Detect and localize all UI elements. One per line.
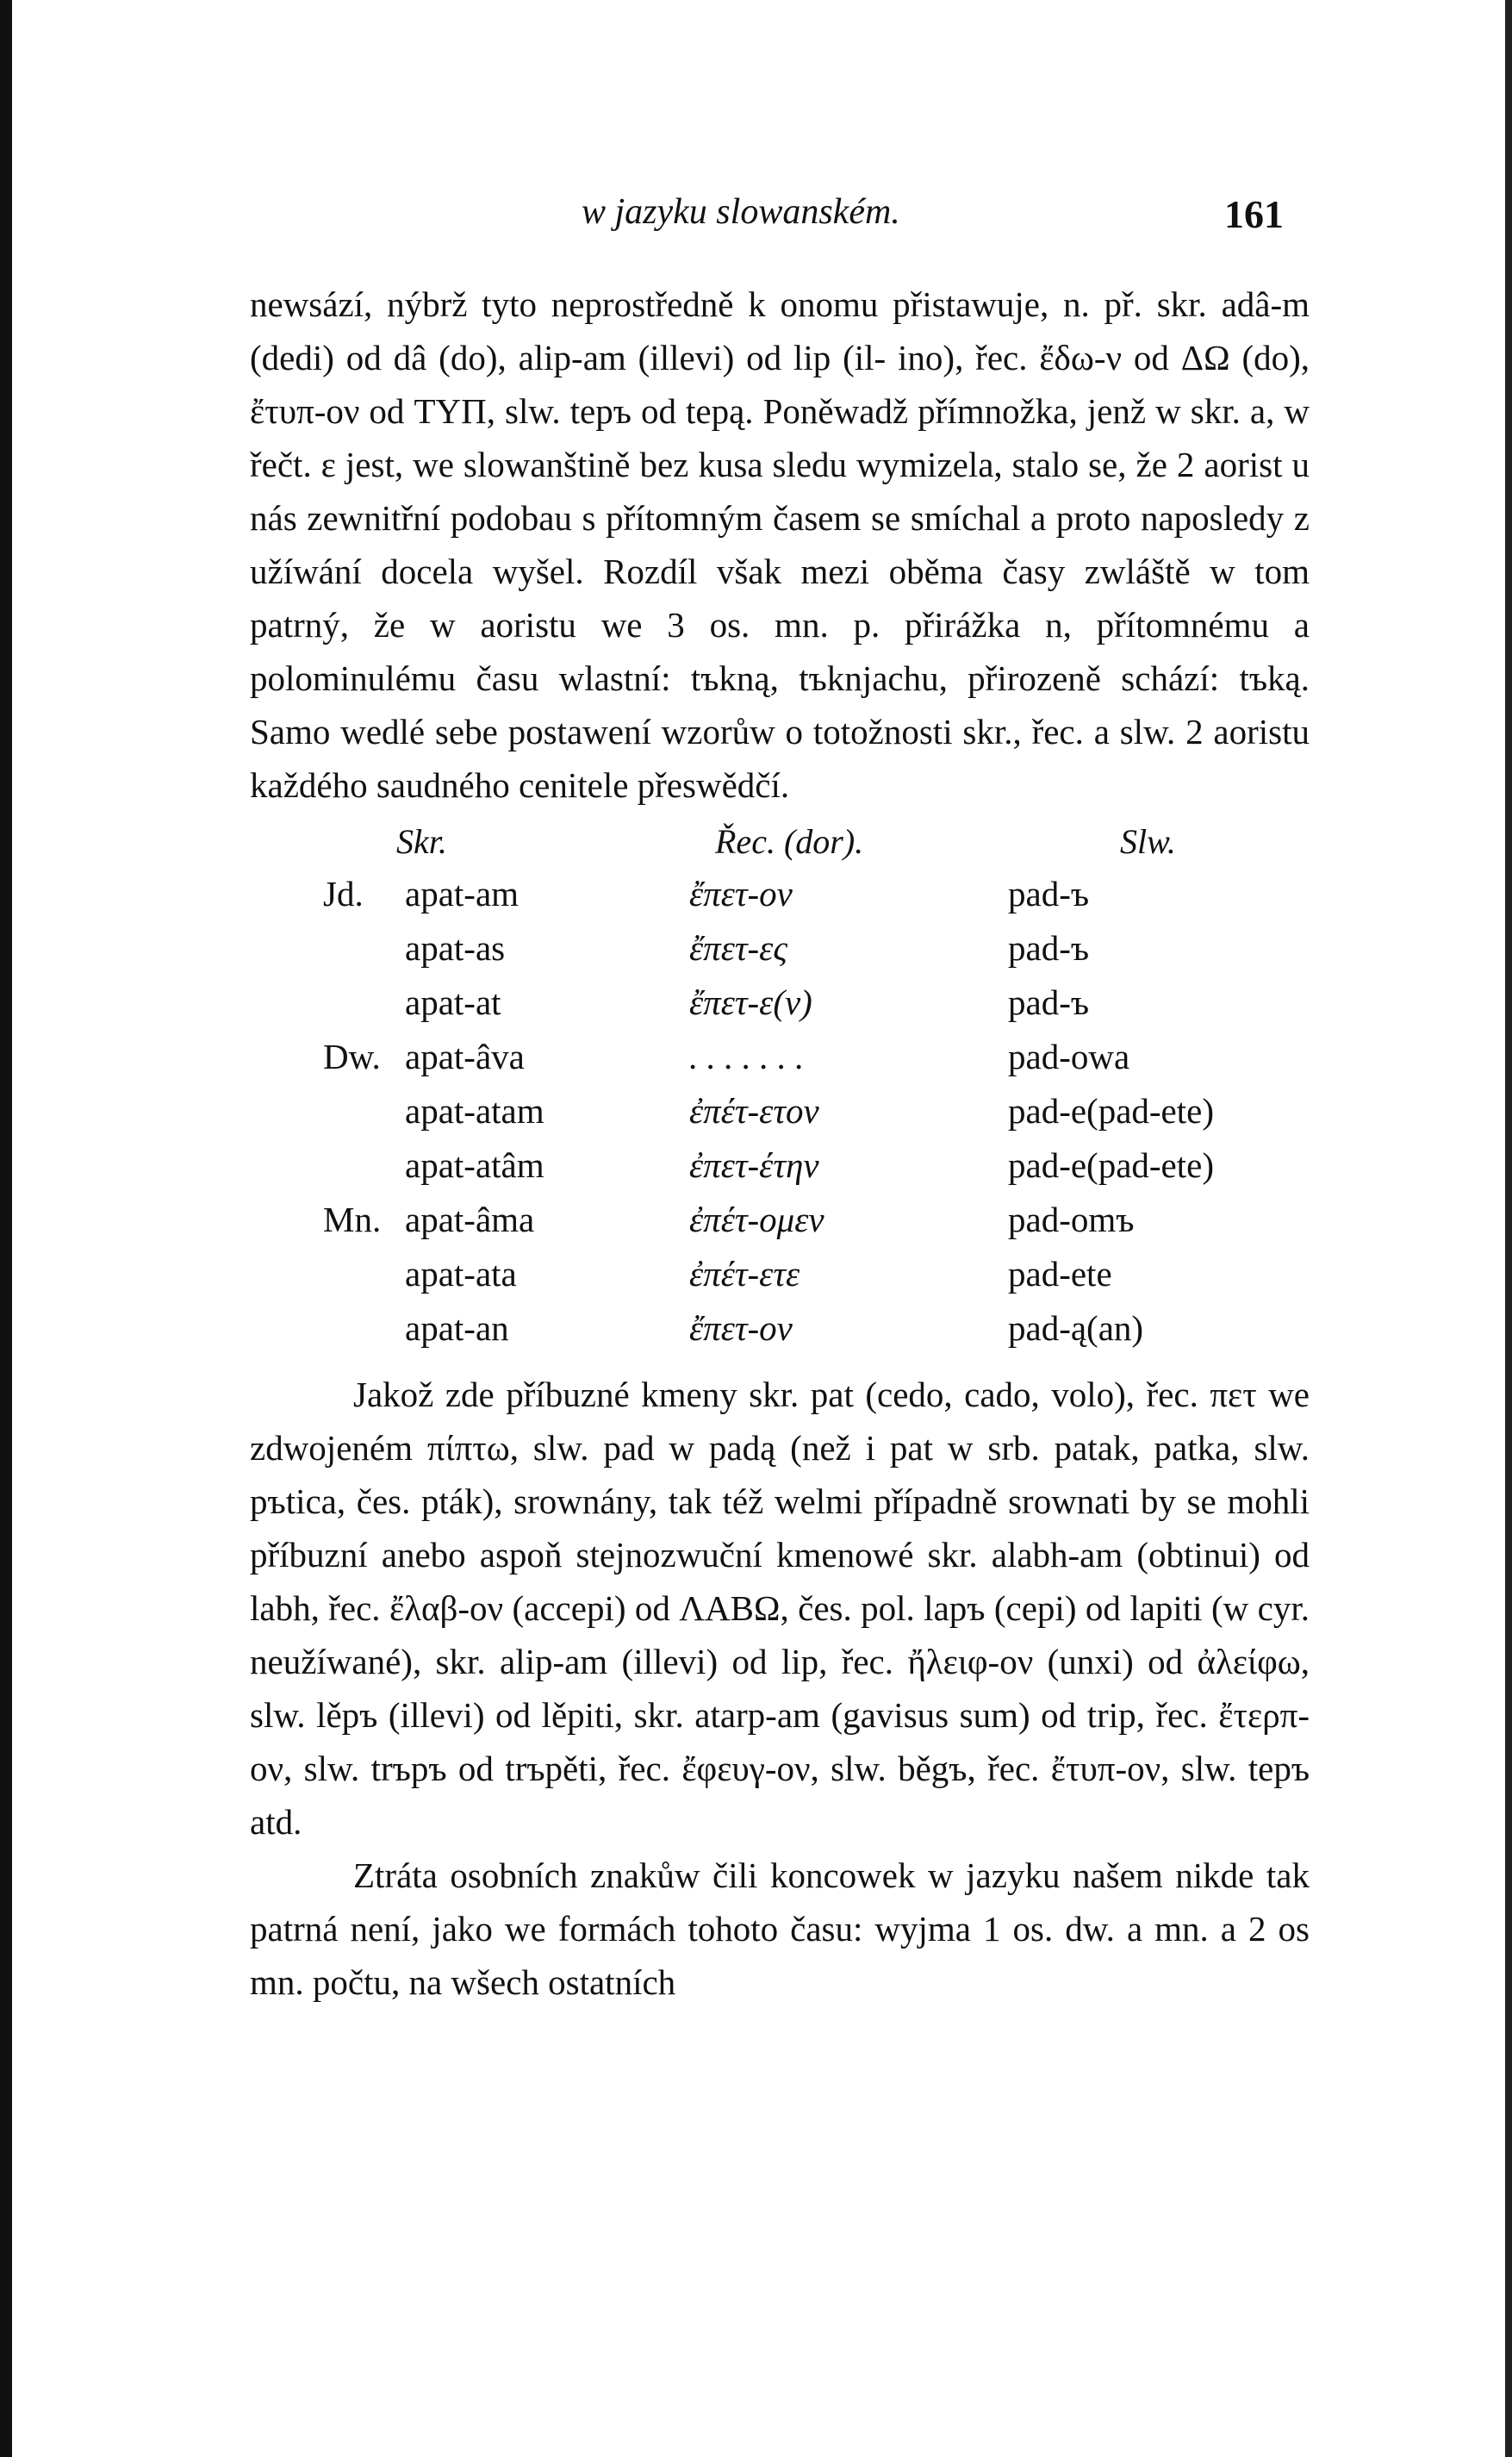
skr-form: apat-âma (405, 1200, 535, 1239)
skr-form: apat-âva (405, 1037, 525, 1076)
after-table-text (250, 1368, 1310, 2009)
text-line: však mezi oběma časy zwláště w tom patrný, že w aoristu (250, 552, 1310, 645)
text-line: 1 os. dw. a mn. a 2 os mn. počtu, na wšech ostatních (250, 1909, 1310, 2002)
text-line: od lapiti (w cyr. neužíwané), skr. alip-am (illevi) od lip, (250, 1588, 1310, 1681)
paragraph-1 (250, 278, 1310, 812)
paragraph-2 (250, 1368, 1310, 1849)
text-line: řec. ἤλειφ-ον (unxi) od ἀλείφω, slw. lěpъ (illevi) od lěpiti, (250, 1642, 1310, 1735)
rec-form: ἔπετ-ες (689, 928, 787, 968)
number-label: Mn. (323, 1200, 382, 1239)
rec-form: ἐπέτ-ετε (689, 1254, 800, 1294)
skr-form: apat-am (405, 874, 520, 914)
rec-form: ἔπετ-ε(ν) (689, 982, 812, 1022)
text-line: Ztráta osobních znakůw čili koncowek w jazyku našem (353, 1855, 1163, 1895)
table-row (250, 976, 1310, 1030)
text-line: ino), řec. ἔδω-ν od ΔΩ (do), ἔτυπ-ον od ΤΥΠ, slw. tepъ (250, 338, 1310, 431)
table-row (250, 867, 1310, 921)
table-row (250, 1247, 1310, 1301)
page-number: 161 (1224, 192, 1284, 236)
text-line: od tepą. Poněwadž přímnožka, jenž w skr. a, w řečt. ε (250, 391, 1310, 484)
text-line: 2 aorist u nás zewnitřní podobau s přítomným časem se (250, 445, 1310, 538)
scan-edge-right (1505, 0, 1512, 2457)
table-row (250, 921, 1310, 976)
text-line: newsází, nýbrž tyto neprostředně k onomu přistawuje, n. př. (250, 284, 1142, 324)
text-line: smíchal a proto naposledy z užíwání docela wyšel. Rozdíl (250, 498, 1310, 591)
text-line: Samo wedlé sebe postawení wzorůw o totožnosti skr., řec. (250, 712, 1084, 751)
skr-form: apat-ata (405, 1254, 517, 1294)
text-line: we 3 os. mn. p. přirážka n, přítomnému a polominulému (250, 605, 1310, 698)
scan-edge-left (0, 0, 12, 2457)
text-line: aspoň stejnozwuční kmenowé skr. alabh-am (obtinui) od (479, 1535, 1310, 1575)
table-row (250, 1030, 1310, 1084)
number-label: Dw. (323, 1037, 381, 1076)
text-line: času wlastní: tъkną, tъknjachu, přirozeně schází: tъką. (476, 658, 1310, 698)
rec-form: ἐπετ-έτην (689, 1145, 819, 1185)
slw-form: pad-e(pad-ete) (1008, 1091, 1214, 1131)
slw-form: pad-owa (1008, 1037, 1130, 1076)
conjugation-table (250, 867, 1310, 1356)
text-line: jest, we slowanštině bez kusa sledu wymizela, stalo se, že (345, 445, 1167, 484)
slw-form: pad-omъ (1008, 1200, 1135, 1239)
slw-form: pad-ete (1008, 1254, 1112, 1294)
table-row (250, 1138, 1310, 1193)
text-line: labh, řec. ἔλαβ-ον (accepi) od ΛΑΒΩ, čes. pol. lapъ (cepi) (250, 1588, 1077, 1628)
running-header (250, 191, 1284, 243)
conjugation-table-header (250, 815, 1310, 867)
running-title: w jazyku slowanském. (582, 192, 900, 232)
rec-form: ἔπετ-ον (689, 1308, 793, 1348)
column-header-skr: Skr. (396, 822, 447, 861)
slw-form: pad-ъ (1008, 928, 1090, 968)
page-body (250, 278, 1310, 2009)
paragraph-3 (250, 1849, 1310, 2009)
text-line: w srb. patak, patka, slw. pъtica, čes. pták), srownány, tak (250, 1428, 1310, 1521)
text-line: tepъ atd. (250, 1749, 1310, 1842)
skr-form: apat-an (405, 1308, 509, 1348)
skr-form: apat-as (405, 928, 506, 968)
skr-form: apat-atâm (405, 1145, 544, 1185)
text-line: skr. adâ-m (dedi) od dâ (do), alip-am (illevi) od lip (il- (250, 284, 1310, 377)
rec-form: ἐπέτ-ομεν (689, 1200, 824, 1239)
text-line: a slw. 2 aoristu každého saudného cenitele přeswědčí. (250, 712, 1310, 805)
table-row (250, 1084, 1310, 1138)
skr-form: apat-atam (405, 1091, 544, 1131)
rec-form: ἐπέτ-ετον (689, 1091, 819, 1131)
slw-form: pad-ъ (1008, 874, 1090, 914)
text-line: nikde tak patrná není, jako we formách tohoto času: wyjma (250, 1855, 1310, 1949)
rec-form: ἔπετ-ον (689, 874, 793, 914)
slw-form: pad-ą(an) (1008, 1308, 1144, 1348)
text-line: též welmi případně srownati by se mohli příbuzní anebo (250, 1481, 1310, 1575)
text-line: Jakož zde příbuzné kmeny skr. pat (cedo, cado, volo), (353, 1375, 1136, 1414)
table-row (250, 1301, 1310, 1356)
number-label: Jd. (323, 874, 364, 914)
slw-form: pad-e(pad-ete) (1008, 1145, 1214, 1185)
rec-form: . . . . . . . (689, 1037, 805, 1076)
table-row (250, 1193, 1310, 1247)
column-header-slw: Slw. (1120, 822, 1176, 861)
slw-form: pad-ъ (1008, 982, 1090, 1022)
text-line: řec. πετ we zdwojeném πίπτω, slw. pad w padą (než i pat (250, 1375, 1310, 1468)
column-header-rec: Řec. (dor). (715, 822, 864, 861)
skr-form: apat-at (405, 982, 501, 1022)
text-line: skr. atarp-am (gavisus sum) od trip, řec. ἔτερπ-ον, slw. (250, 1695, 1310, 1788)
text-line: trъpъ od trъpěti, řec. ἔφευγ-ον, slw. běgъ, řec. ἔτυπ-ον, slw. (370, 1749, 1237, 1788)
